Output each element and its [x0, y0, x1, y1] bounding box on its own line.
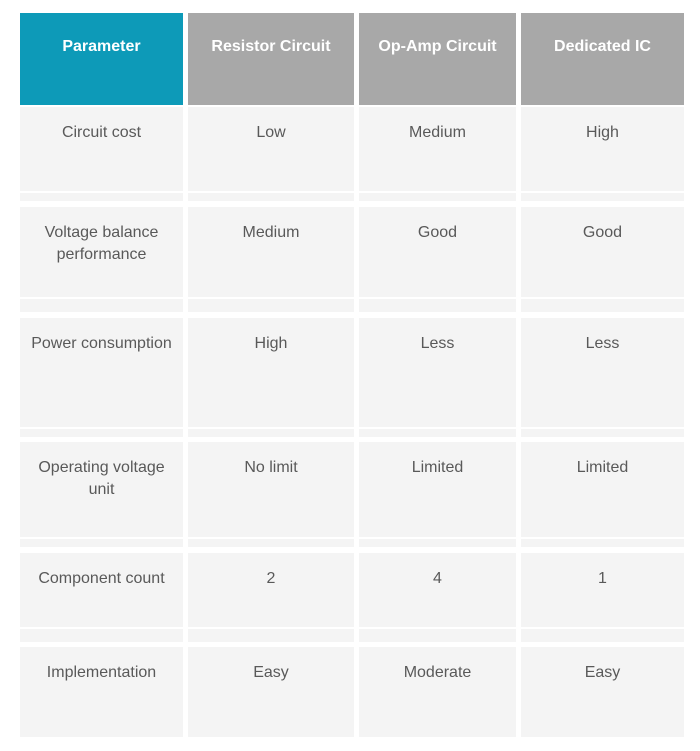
spacer-cell	[20, 539, 183, 547]
spacer-cell	[20, 629, 183, 642]
row-label: Implementation	[20, 647, 183, 737]
header-cell-dedicated-ic: Dedicated IC	[521, 13, 684, 105]
table-cell: 4	[359, 553, 516, 627]
table-row-implementation	[20, 647, 684, 737]
table-cell: Good	[359, 207, 516, 297]
table-row-power-consumption	[20, 318, 684, 427]
spacer-row	[20, 629, 684, 642]
table-cell: Medium	[359, 107, 516, 191]
spacer-row	[20, 299, 684, 312]
table-cell: Less	[359, 318, 516, 427]
spacer-cell	[188, 539, 354, 547]
row-label: Voltage balance performance	[20, 207, 183, 297]
table-cell: Good	[521, 207, 684, 297]
table-cell: High	[188, 318, 354, 427]
table-cell: Low	[188, 107, 354, 191]
spacer-row	[20, 539, 684, 547]
table-cell: Easy	[188, 647, 354, 737]
table-cell: Limited	[359, 442, 516, 537]
table-cell: 1	[521, 553, 684, 627]
spacer-cell	[521, 539, 684, 547]
spacer-cell	[359, 193, 516, 201]
header-cell-parameter: Parameter	[20, 13, 183, 105]
table-cell: No limit	[188, 442, 354, 537]
table-cell: High	[521, 107, 684, 191]
row-label: Component count	[20, 553, 183, 627]
spacer-cell	[359, 299, 516, 312]
table-row-circuit-cost	[20, 107, 684, 191]
table-cell: Moderate	[359, 647, 516, 737]
spacer-cell	[359, 539, 516, 547]
table-cell: Easy	[521, 647, 684, 737]
spacer-cell	[188, 193, 354, 201]
spacer-cell	[521, 193, 684, 201]
spacer-cell	[521, 299, 684, 312]
table-row-component-count	[20, 553, 684, 627]
spacer-cell	[20, 429, 183, 437]
row-label: Circuit cost	[20, 107, 183, 191]
spacer-cell	[20, 299, 183, 312]
spacer-row	[20, 193, 684, 201]
table-cell: Less	[521, 318, 684, 427]
spacer-cell	[521, 629, 684, 642]
comparison-table	[20, 13, 684, 737]
spacer-row	[20, 429, 684, 437]
row-label: Power consumption	[20, 318, 183, 427]
header-cell-resistor-circuit: Resistor Circuit	[188, 13, 354, 105]
row-label: Operating voltage unit	[20, 442, 183, 537]
table-cell: 2	[188, 553, 354, 627]
table-row-operating-voltage	[20, 442, 684, 537]
table-row-voltage-balance	[20, 207, 684, 297]
table-header-row	[20, 13, 684, 105]
spacer-cell	[521, 429, 684, 437]
spacer-cell	[188, 299, 354, 312]
table-cell: Medium	[188, 207, 354, 297]
header-cell-op-amp-circuit: Op-Amp Circuit	[359, 13, 516, 105]
spacer-cell	[20, 193, 183, 201]
spacer-cell	[359, 429, 516, 437]
spacer-cell	[359, 629, 516, 642]
table-cell: Limited	[521, 442, 684, 537]
spacer-cell	[188, 429, 354, 437]
spacer-cell	[188, 629, 354, 642]
